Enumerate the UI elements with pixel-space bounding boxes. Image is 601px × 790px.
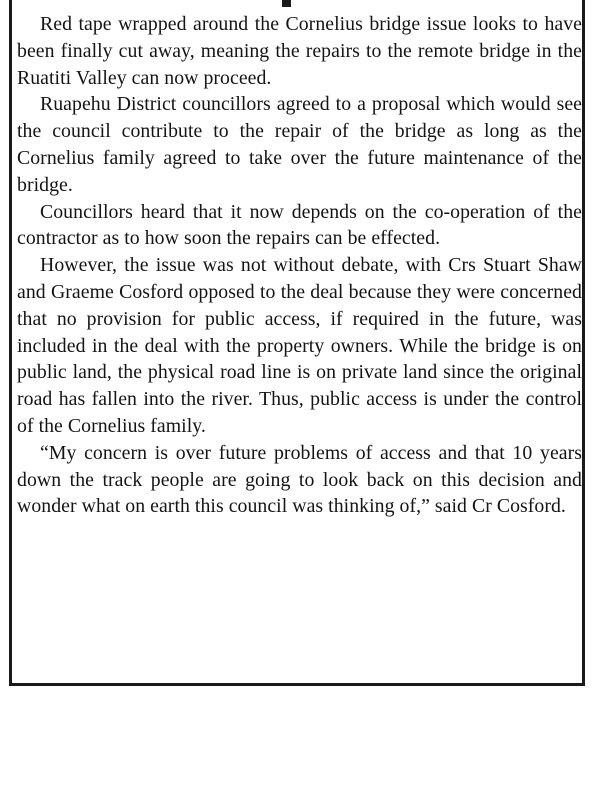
article-paragraph-1: Red tape wrapped around the Cornelius bridge issue looks to have been finally cut away, meaning the repairs to the remote bridge in the Ruatiti Valley can now proceed. <box>17 13 582 89</box>
article-paragraph-5: “My concern is over future problems of access and that 10 years down the track people are going to look back on this decision and wonder what on earth this council was thinking of,” said Cr Cosford. <box>17 441 582 518</box>
article-paragraph-2: Ruapehu District councillors agreed to a proposal which would see the council contribute to the repair of the bridge as long as the Cornelius family agreed to take over the future maintenance of the bridge. <box>17 93 582 196</box>
headline-remnant-mark <box>282 0 291 7</box>
article-body <box>17 11 582 520</box>
article-paragraph-3: Councillors heard that it now depends on the co-operation of the contractor as to how soon the repairs can be effected. <box>17 200 582 250</box>
article-paragraph-4: However, the issue was not without debate, with Crs Stuart Shaw and Graeme Cosford opposed to the deal because they were concerned that no provision for public access, if required in the future, was included in the deal with the property owners. While the bridge is on public land, the physical road line is on private land since the original road has fallen into the river. Thus, public access is under the control of the Cornelius family. <box>17 254 582 437</box>
